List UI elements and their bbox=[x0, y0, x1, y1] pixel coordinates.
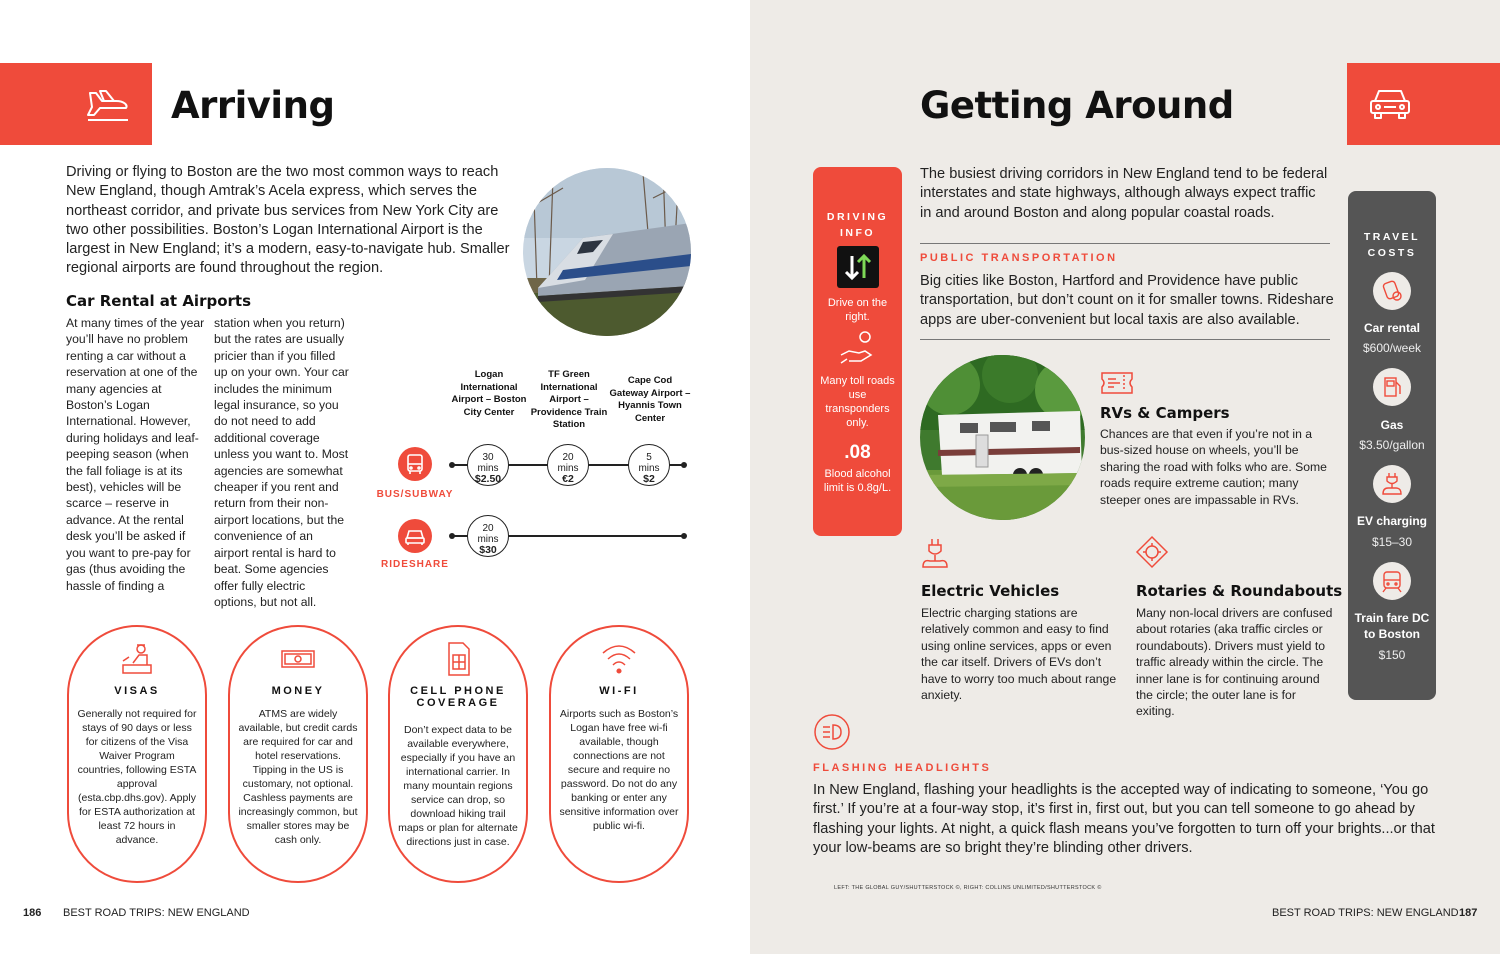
car-rental-heading: Car Rental at Airports bbox=[66, 292, 252, 310]
left-page-number: 186 bbox=[23, 907, 42, 919]
public-transport-body: Big cities like Boston, Hartford and Providence have public transportation, but don’t count on it for smaller towns. Rideshare apps are uber-convenient but local taxis are also available. bbox=[920, 273, 1334, 328]
rvs-body: Chances are that even if you’re not in a bus-sized house on wheels, you’ll be sharing the road with folks who are. Some roads require extreme caution; many steeper ones are impassable in RVs. bbox=[1100, 427, 1327, 507]
car-rental-col1: At many times of the year you’ll have no problem renting a car without a reservation at one of the many agencies at Boston’s Logan International. However, during holidays and leaf-peeping season (when the fall foliage is at its best), vehicles will be scarce – reserve in advance. At the rental desk you’ll be asked if you want to pre-pay for gas (thus avoiding the hassle of finding a bbox=[66, 316, 205, 593]
cell-phone-body: Don’t expect data to be available everywhere, especially if you have an international carrier. In many mountain regions service can drop, so download hiking trail maps or plan for alternate directions just in case. bbox=[398, 724, 518, 848]
travel-costs-panel bbox=[1348, 191, 1436, 700]
bac-value: .08 bbox=[844, 442, 871, 463]
bus-stop-tf-green-unit: mins bbox=[557, 463, 579, 474]
cost-train-label: Train fare DC to Boston bbox=[1354, 611, 1430, 641]
ev-charging-icon bbox=[1373, 465, 1411, 503]
two-way-arrows-icon bbox=[837, 246, 879, 288]
money-title: MONEY bbox=[271, 685, 325, 697]
rideshare-line-end bbox=[681, 533, 687, 539]
cost-ev-value: $15–30 bbox=[1371, 535, 1413, 549]
bus-stop-cape-cod-time: 5 bbox=[646, 452, 652, 463]
wifi-icon bbox=[599, 641, 639, 677]
cell-phone-title-line2: COVERAGE bbox=[416, 697, 500, 709]
gas-pump-icon bbox=[1373, 368, 1411, 406]
bus-stop-logan-price: $2.50 bbox=[474, 473, 502, 485]
airport-tf-green: TF Green International Airport – Providence Train Station bbox=[530, 369, 608, 430]
bus-line-end bbox=[681, 462, 687, 468]
bus-stop-tf-green-time: 20 bbox=[562, 452, 574, 463]
getting-around-header-block bbox=[1347, 63, 1500, 145]
bus-stop-logan-time: 30 bbox=[482, 452, 494, 463]
bus-icon bbox=[398, 447, 432, 481]
ticket-icon bbox=[1100, 371, 1134, 395]
left-footer: BEST ROAD TRIPS: NEW ENGLAND bbox=[63, 907, 250, 919]
public-transport-heading: PUBLIC TRANSPORTATION bbox=[920, 252, 1118, 264]
airport-cape-cod: Cape Cod Gateway Airport – Hyannis Town Center bbox=[609, 375, 691, 424]
cell-phone-title bbox=[390, 685, 526, 709]
money-body: ATMS are widely available, but credit cards are required for car and hotel reservations. Tipping in the US is customary, not optional. Cashless payments are increasingly common, but smaller stores may be cash only. bbox=[238, 708, 358, 846]
rv-photo bbox=[920, 355, 1085, 520]
travel-costs-title-line1: TRAVEL bbox=[1363, 231, 1421, 243]
right-page bbox=[750, 0, 1500, 954]
rotaries-body: Many non-local drivers are confused about rotaries (aka traffic circles or roundabouts). Drivers must yield to traffic already within the circle. The inner lane is for continuing around the circle; the outer lane is for exiting. bbox=[1136, 606, 1333, 719]
wifi-body: Airports such as Boston’s Logan have free wi-fi available, though connections are not secure and require no password. Do not do any banking or enter any sensitive information over public wi-fi. bbox=[559, 708, 679, 832]
cost-car-rental-value: $600/week bbox=[1362, 341, 1422, 355]
wifi-title: WI-FI bbox=[599, 685, 639, 697]
page-title-arriving: Arriving bbox=[171, 84, 335, 127]
rideshare-label: RIDESHARE bbox=[381, 559, 449, 570]
rideshare-stop-logan bbox=[467, 515, 509, 557]
arriving-header-block bbox=[0, 63, 152, 145]
cost-gas-label: Gas bbox=[1380, 418, 1404, 432]
headlights-heading: FLASHING HEADLIGHTS bbox=[813, 762, 992, 774]
visas-card bbox=[67, 625, 207, 883]
passport-officer-icon bbox=[117, 641, 157, 677]
cell-phone-title-line1: CELL PHONE bbox=[410, 685, 506, 697]
arriving-intro: Driving or flying to Boston are the two most common ways to reach New England, though Amtrak’s Acela express, which serves the northeast corridor, and private bus services from New York City are two other possibilities. Boston’s Logan International Airport is the largest in New England; it’s a modern, easy-to-navigate hub. Smaller regional airports are found throughout the region. bbox=[66, 164, 510, 277]
travel-costs-title bbox=[1348, 229, 1436, 261]
cost-ev-label: EV charging bbox=[1356, 514, 1427, 528]
travel-costs-title-line2: COSTS bbox=[1367, 247, 1417, 259]
bus-stop-cape-cod bbox=[628, 444, 670, 486]
rotaries-heading: Rotaries & Roundabouts bbox=[1136, 582, 1343, 600]
bus-stop-logan-unit: mins bbox=[477, 463, 499, 474]
bus-subway-label: BUS/SUBWAY bbox=[376, 489, 454, 500]
car-front-icon bbox=[1367, 85, 1413, 123]
wifi-card bbox=[549, 625, 689, 883]
car-icon bbox=[398, 519, 432, 553]
rvs-heading: RVs & Campers bbox=[1100, 404, 1230, 422]
car-rental-col2: station when you return) but the rates are usually pricier than if you filled up on your own. Your car includes the minimum legal insurance, so you do not need to add additional coverage unless you want to. Most agencies are somewhat cheaper if you rent and return from their non-airport locations, but the convenience of an airport rental is hard to beat. Some agencies offer fully electric options, but not all. bbox=[214, 316, 349, 609]
bus-stop-tf-green-price: €2 bbox=[562, 473, 574, 485]
toll-text: Many toll roads use transponders only. bbox=[820, 375, 895, 429]
getting-around-intro: The busiest driving corridors in New England tend to be federal interstates and state highways, although always expect traffic in and around Boston and along popular coastal roads. bbox=[920, 166, 1328, 221]
car-key-icon bbox=[1373, 272, 1411, 310]
bus-stop-logan bbox=[467, 444, 509, 486]
airport-logan: Logan International Airport – Boston City Center bbox=[451, 369, 527, 418]
ev-plug-icon bbox=[920, 537, 950, 571]
visas-body: Generally not required for stays of 90 days or less for citizens of the Visa Waiver Program countries, following ESTA approval (esta.cbp.dhs.gov). Apply for ESTA authorization at least 72 hours in advance. bbox=[77, 708, 197, 846]
toll-coin-hand-icon bbox=[837, 329, 879, 371]
drive-side-text: Drive on the right. bbox=[827, 297, 888, 323]
visas-title: VISAS bbox=[114, 685, 160, 697]
page-title-getting-around: Getting Around bbox=[920, 84, 1234, 127]
rideshare-stop-time: 20 bbox=[482, 523, 494, 534]
right-footer: BEST ROAD TRIPS: NEW ENGLAND bbox=[1272, 907, 1459, 919]
roundabout-icon bbox=[1135, 535, 1169, 569]
driving-info-title bbox=[813, 209, 902, 241]
bac-text: Blood alcohol limit is 0.8g/L. bbox=[823, 468, 892, 494]
money-icon bbox=[278, 641, 318, 677]
bus-stop-cape-cod-price: $2 bbox=[643, 473, 655, 485]
bus-stop-cape-cod-unit: mins bbox=[638, 463, 660, 474]
cost-train-value: $150 bbox=[1378, 648, 1406, 662]
cost-gas-value: $3.50/gallon bbox=[1359, 438, 1425, 452]
headlight-icon bbox=[813, 713, 851, 751]
plane-icon bbox=[86, 85, 132, 123]
cost-car-rental-label: Car rental bbox=[1363, 321, 1421, 335]
right-page-number: 187 bbox=[1459, 907, 1478, 919]
driving-info-panel bbox=[813, 167, 902, 536]
ev-heading: Electric Vehicles bbox=[921, 582, 1060, 600]
driving-info-title-line1: DRIVING bbox=[826, 211, 889, 223]
train-photo bbox=[523, 168, 691, 336]
rule-bottom bbox=[920, 339, 1330, 340]
rideshare-stop-price: $30 bbox=[479, 544, 497, 556]
rideshare-stop-unit: mins bbox=[477, 534, 499, 545]
sim-card-icon bbox=[438, 641, 478, 677]
train-icon bbox=[1373, 562, 1411, 600]
headlights-body: In New England, flashing your headlights is the accepted way of indicating to someone, ‘You go first.’ If you’re at a four-way stop, it’s first in, first out, but you can tell someone to go ahead by flashing your lights. At night, a quick flash means you’ve forgotten to turn off your brights...or that your low-beams are so bright they’re blinding other drivers. bbox=[813, 782, 1435, 856]
cell-phone-card bbox=[388, 625, 528, 883]
ev-body: Electric charging stations are relatively common and easy to find using online services, apps or even the car itself. Drivers of EVs don’t have to worry too much about range anxiety. bbox=[921, 606, 1117, 703]
money-card bbox=[228, 625, 368, 883]
bus-stop-tf-green bbox=[547, 444, 589, 486]
photo-credit: LEFT: THE GLOBAL GUY/SHUTTERSTOCK ©, RIGHT: COLLINS UNLIMITED/SHUTTERSTOCK © bbox=[834, 885, 1102, 891]
rule-top bbox=[920, 243, 1330, 244]
driving-info-title-line2: INFO bbox=[839, 227, 876, 239]
